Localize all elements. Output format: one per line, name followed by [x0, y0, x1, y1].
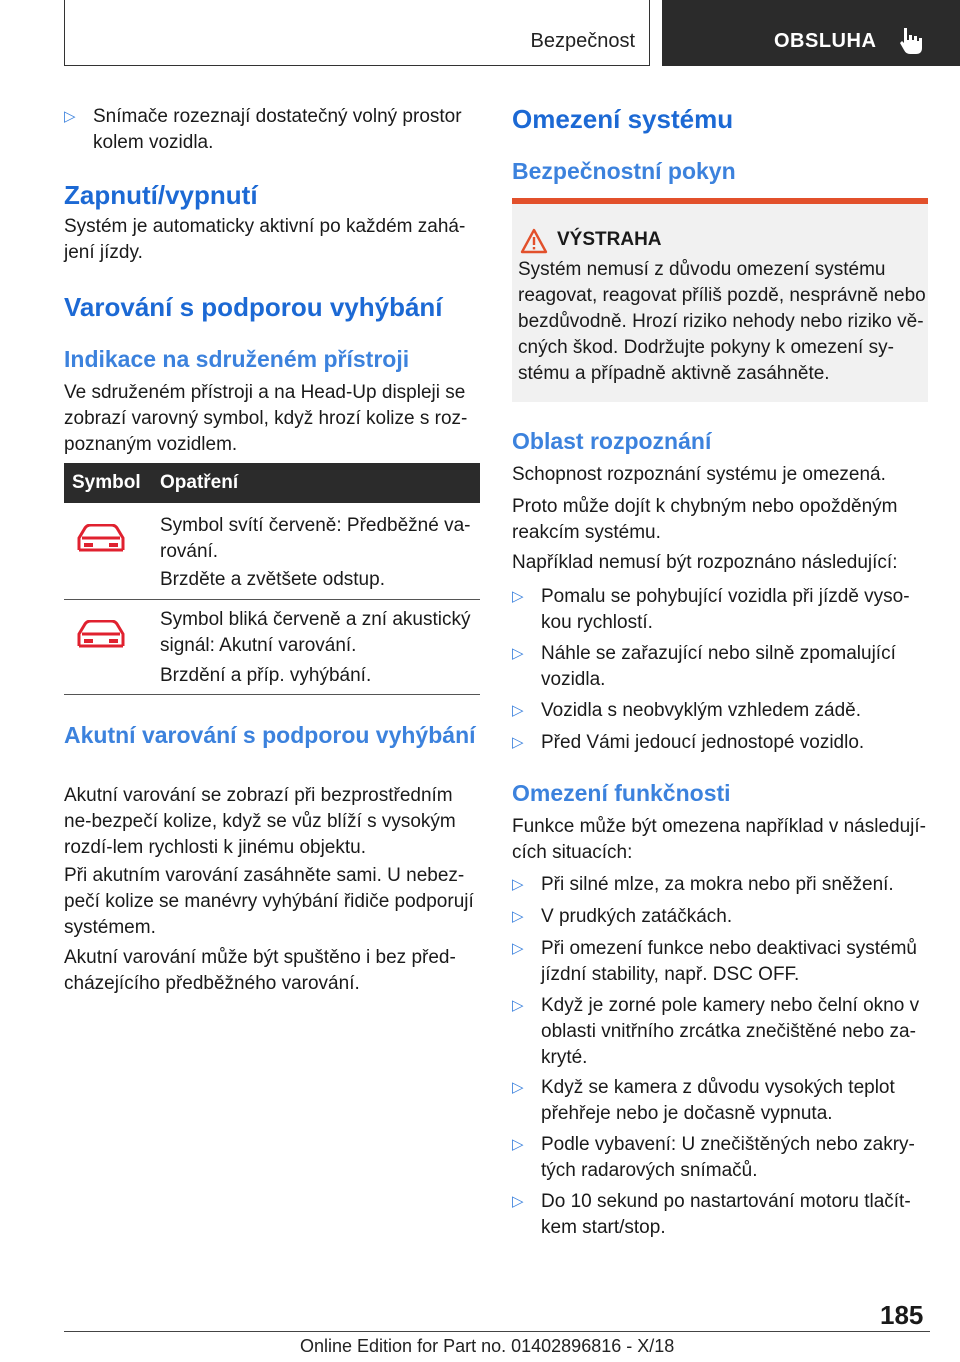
- list-item: ▷ Podle vybavení: U znečištěných nebo zakry-tých radarových snímačů.: [512, 1134, 915, 1181]
- paragraph: Akutní varování může být spuštěno i bez před-cházejícího předběžného varování.: [64, 947, 456, 994]
- header-frame: [64, 0, 650, 66]
- footer-edition: Online Edition for Part no. 01402896816 - X/18: [300, 1336, 675, 1356]
- list-item: ▷ Při silné mlze, za mokra nebo při sněžení.: [512, 872, 928, 898]
- warning-text: Systém nemusí z důvodu omezení systému reagovat, reagovat příliš pozdě, nesprávně nebo bezdůvodně. Hrozí riziko nehody nebo riziko vě-cných škod. Dodržujte pokyny k omezení sy-stému a případně aktivně zasáhněte.: [518, 259, 926, 384]
- paragraph: Schopnost rozpoznání systému je omezená.: [512, 464, 886, 485]
- list-item: ▷ Vozidla s neobvyklým vzhledem zádě.: [512, 698, 928, 724]
- list-item: ▷ Pomalu se pohybující vozidla při jízdě vyso-kou rychlostí.: [512, 586, 910, 633]
- warning-box: [512, 204, 928, 402]
- car-icon: [76, 620, 126, 648]
- warning-title: VÝSTRAHA: [557, 229, 662, 250]
- chapter-tab[interactable]: [662, 0, 960, 66]
- triangle-bullet-icon: ▷: [512, 1136, 524, 1153]
- heading-warning: Varování s podporou vyhýbání: [64, 292, 443, 322]
- paragraph: Například nemusí být rozpoznáno následující:: [512, 552, 898, 573]
- heading-acute: Akutní varování s podporou vyhýbání: [64, 722, 476, 748]
- paragraph: Akutní varování se zobrazí při bezprostředním ne-bezpečí kolize, když se vůz blíží s vysokým rozdí-lem rychlosti k jinému objektu.: [64, 785, 456, 858]
- triangle-bullet-icon: ▷: [512, 876, 524, 893]
- section-title: Bezpečnost: [530, 30, 635, 52]
- triangle-bullet-icon: ▷: [512, 645, 524, 662]
- heading-cluster: Indikace na sdruženém přístroji: [64, 346, 410, 372]
- paragraph: Funkce může být omezena například v následují-cích situacích:: [512, 816, 926, 863]
- list-item: ▷ Když se kamera z důvodu vysokých teplot přehřeje nebo je dočasně vypnuta.: [512, 1077, 895, 1124]
- list-item: ▷ Náhle se zařazující nebo silně zpomalující vozidla.: [512, 643, 896, 690]
- warning-triangle-icon: [520, 228, 548, 254]
- table-divider: [64, 599, 480, 600]
- page-number: 185: [880, 1300, 924, 1330]
- triangle-bullet-icon: ▷: [512, 734, 524, 751]
- car-icon: [76, 524, 126, 552]
- heading-limits: Omezení systému: [512, 104, 734, 134]
- heading-safety: Bezpečnostní pokyn: [512, 158, 736, 184]
- table-divider: [64, 694, 480, 695]
- paragraph: Ve sdruženém přístroji a na Head-Up displeji se zobrazí varovný symbol, když hrozí kolize s roz-poznaným vozidlem.: [64, 382, 468, 455]
- list-item: ▷ Snímače rozeznají dostatečný volný prostor kolem vozidla.: [64, 106, 462, 153]
- list-item: ▷ Při omezení funkce nebo deaktivaci systémů jízdní stability, např. DSC OFF.: [512, 938, 917, 985]
- triangle-bullet-icon: ▷: [512, 940, 524, 957]
- heading-function: Omezení funkčnosti: [512, 780, 731, 806]
- paragraph: Systém je automaticky aktivní po každém zahá-jení jízdy.: [64, 216, 466, 263]
- triangle-bullet-icon: ▷: [64, 108, 76, 125]
- column-header-action: Opatření: [160, 472, 239, 493]
- triangle-bullet-icon: ▷: [512, 1079, 524, 1096]
- list-item: ▷ Když je zorné pole kamery nebo čelní okno v oblasti vnitřního zrcátka znečištěné nebo za-kryté.: [512, 995, 920, 1068]
- heading-detect: Oblast rozpoznání: [512, 428, 712, 454]
- paragraph: Při akutním varování zasáhněte sami. U nebez-pečí kolize se manévry vyhýbání řidiče podporují systémem.: [64, 865, 474, 938]
- table-header: [64, 463, 480, 503]
- table-cell-action: Brzdění a příp. vyhýbání.: [160, 665, 372, 686]
- footer-divider: [64, 1331, 930, 1332]
- triangle-bullet-icon: ▷: [512, 588, 524, 605]
- list-item: ▷ Do 10 sekund po nastartování motoru tlačít-kem start/stop.: [512, 1191, 911, 1238]
- triangle-bullet-icon: ▷: [512, 997, 524, 1014]
- list-item: ▷ Před Vámi jedoucí jednostopé vozidlo.: [512, 730, 928, 756]
- table-cell-desc: Symbol svítí červeně: Předběžné va-rování.: [160, 515, 471, 562]
- chapter-tab-label: OBSLUHA: [774, 30, 877, 52]
- paragraph: Proto může dojít k chybným nebo opožděným reakcím systému.: [512, 496, 898, 543]
- triangle-bullet-icon: ▷: [512, 702, 524, 719]
- table-cell-action: Brzděte a zvětšete odstup.: [160, 569, 385, 590]
- column-header-symbol: Symbol: [72, 472, 141, 493]
- pointing-hand-icon: [898, 26, 926, 56]
- table-cell-desc: Symbol bliká červeně a zní akustický signál: Akutní varování.: [160, 609, 471, 656]
- list-item: ▷ V prudkých zatáčkách.: [512, 904, 928, 930]
- heading-on-off: Zapnutí/vypnutí: [64, 180, 258, 210]
- triangle-bullet-icon: ▷: [512, 908, 524, 925]
- triangle-bullet-icon: ▷: [512, 1193, 524, 1210]
